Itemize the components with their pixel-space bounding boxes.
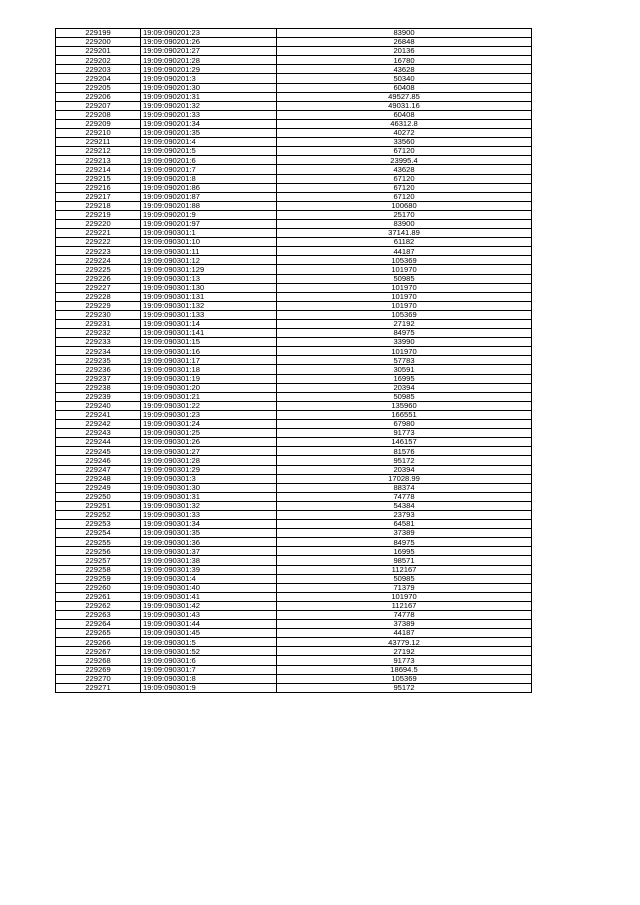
cadastral-number-cell: 19:09:090201:30 [141, 83, 277, 92]
cadastral-number-cell: 19:09:090301:37 [141, 547, 277, 556]
table-row [56, 601, 532, 610]
table-row [56, 429, 532, 438]
cadastral-number-cell: 19:09:090301:22 [141, 401, 277, 410]
table-row [56, 201, 532, 210]
table-row [56, 656, 532, 665]
value-cell: 25170 [277, 210, 532, 219]
value-cell: 18694.5 [277, 665, 532, 674]
cadastral-number-cell: 19:09:090201:33 [141, 110, 277, 119]
row-number-cell: 229230 [56, 310, 141, 319]
value-cell: 105369 [277, 256, 532, 265]
cadastral-number-cell: 19:09:090301:132 [141, 301, 277, 310]
table-row [56, 265, 532, 274]
cadastral-number-cell: 19:09:090301:1 [141, 229, 277, 238]
row-number-cell: 229231 [56, 320, 141, 329]
cadastral-number-cell: 19:09:090301:52 [141, 647, 277, 656]
value-cell: 33560 [277, 138, 532, 147]
table-row [56, 92, 532, 101]
cadastral-number-cell: 19:09:090301:11 [141, 247, 277, 256]
value-cell: 20394 [277, 383, 532, 392]
cadastral-number-cell: 19:09:090301:17 [141, 356, 277, 365]
table-row [56, 338, 532, 347]
cadastral-number-cell: 19:09:090201:26 [141, 38, 277, 47]
row-number-cell: 229259 [56, 574, 141, 583]
table-row [56, 492, 532, 501]
row-number-cell: 229226 [56, 274, 141, 283]
cadastral-number-cell: 19:09:090301:4 [141, 574, 277, 583]
cadastral-number-cell: 19:09:090301:13 [141, 274, 277, 283]
value-cell: 101970 [277, 347, 532, 356]
value-cell: 101970 [277, 292, 532, 301]
value-cell: 91773 [277, 429, 532, 438]
cadastral-number-cell: 19:09:090301:14 [141, 320, 277, 329]
table-row [56, 174, 532, 183]
table-row [56, 520, 532, 529]
row-number-cell: 229253 [56, 520, 141, 529]
row-number-cell: 229209 [56, 119, 141, 128]
row-number-cell: 229219 [56, 210, 141, 219]
cadastral-number-cell: 19:09:090201:86 [141, 183, 277, 192]
cadastral-number-cell: 19:09:090201:97 [141, 219, 277, 228]
value-cell: 95172 [277, 683, 532, 692]
table-row [56, 474, 532, 483]
row-number-cell: 229234 [56, 347, 141, 356]
table-row [56, 410, 532, 419]
table-row [56, 510, 532, 519]
row-number-cell: 229200 [56, 38, 141, 47]
row-number-cell: 229242 [56, 420, 141, 429]
table-row [56, 147, 532, 156]
row-number-cell: 229204 [56, 74, 141, 83]
table-row [56, 47, 532, 56]
row-number-cell: 229201 [56, 47, 141, 56]
value-cell: 26848 [277, 38, 532, 47]
cadastral-number-cell: 19:09:090301:43 [141, 611, 277, 620]
cadastral-number-cell: 19:09:090301:141 [141, 329, 277, 338]
cadastral-number-cell: 19:09:090301:6 [141, 656, 277, 665]
value-cell: 60408 [277, 83, 532, 92]
row-number-cell: 229240 [56, 401, 141, 410]
cadastral-number-cell: 19:09:090301:40 [141, 583, 277, 592]
value-cell: 43779.12 [277, 638, 532, 647]
row-number-cell: 229248 [56, 474, 141, 483]
value-cell: 71379 [277, 583, 532, 592]
cadastral-number-cell: 19:09:090301:35 [141, 529, 277, 538]
cadastral-number-cell: 19:09:090201:87 [141, 192, 277, 201]
cadastral-number-cell: 19:09:090301:18 [141, 365, 277, 374]
table-row [56, 65, 532, 74]
row-number-cell: 229218 [56, 201, 141, 210]
value-cell: 67120 [277, 174, 532, 183]
table-row [56, 629, 532, 638]
cadastral-number-cell: 19:09:090201:35 [141, 129, 277, 138]
table-row [56, 283, 532, 292]
cadastral-number-cell: 19:09:090301:15 [141, 338, 277, 347]
cadastral-number-cell: 19:09:090301:28 [141, 456, 277, 465]
row-number-cell: 229208 [56, 110, 141, 119]
cadastral-number-cell: 19:09:090301:44 [141, 620, 277, 629]
value-cell: 135960 [277, 401, 532, 410]
cadastral-number-cell: 19:09:090201:5 [141, 147, 277, 156]
table-row [56, 156, 532, 165]
table-row [56, 674, 532, 683]
value-cell: 50985 [277, 392, 532, 401]
cadastral-number-cell: 19:09:090301:24 [141, 420, 277, 429]
cadastral-number-cell: 19:09:090201:7 [141, 165, 277, 174]
row-number-cell: 229269 [56, 665, 141, 674]
table-row [56, 29, 532, 38]
value-cell: 50340 [277, 74, 532, 83]
cadastral-number-cell: 19:09:090301:21 [141, 392, 277, 401]
cadastral-number-cell: 19:09:090301:34 [141, 520, 277, 529]
row-number-cell: 229270 [56, 674, 141, 683]
value-cell: 74778 [277, 611, 532, 620]
table-row [56, 129, 532, 138]
table-row [56, 438, 532, 447]
table-row [56, 611, 532, 620]
cadastral-number-cell: 19:09:090301:27 [141, 447, 277, 456]
value-cell: 44187 [277, 247, 532, 256]
row-number-cell: 229247 [56, 465, 141, 474]
cadastral-value-table [55, 28, 532, 693]
cadastral-number-cell: 19:09:090201:9 [141, 210, 277, 219]
value-cell: 100680 [277, 201, 532, 210]
row-number-cell: 229214 [56, 165, 141, 174]
value-cell: 67120 [277, 192, 532, 201]
value-cell: 67980 [277, 420, 532, 429]
value-cell: 95172 [277, 456, 532, 465]
table-row [56, 538, 532, 547]
table-row [56, 401, 532, 410]
row-number-cell: 229271 [56, 683, 141, 692]
row-number-cell: 229254 [56, 529, 141, 538]
row-number-cell: 229211 [56, 138, 141, 147]
cadastral-number-cell: 19:09:090201:6 [141, 156, 277, 165]
cadastral-number-cell: 19:09:090301:9 [141, 683, 277, 692]
table-row [56, 238, 532, 247]
value-cell: 40272 [277, 129, 532, 138]
table-row [56, 683, 532, 692]
value-cell: 50985 [277, 274, 532, 283]
table-row [56, 274, 532, 283]
value-cell: 61182 [277, 238, 532, 247]
cadastral-number-cell: 19:09:090301:32 [141, 501, 277, 510]
value-cell: 84975 [277, 538, 532, 547]
table-row [56, 374, 532, 383]
row-number-cell: 229241 [56, 410, 141, 419]
row-number-cell: 229206 [56, 92, 141, 101]
row-number-cell: 229252 [56, 510, 141, 519]
value-cell: 88374 [277, 483, 532, 492]
row-number-cell: 229245 [56, 447, 141, 456]
row-number-cell: 229217 [56, 192, 141, 201]
table-row [56, 365, 532, 374]
row-number-cell: 229199 [56, 29, 141, 38]
table-row [56, 256, 532, 265]
cadastral-number-cell: 19:09:090301:30 [141, 483, 277, 492]
value-cell: 49527.85 [277, 92, 532, 101]
cadastral-number-cell: 19:09:090201:32 [141, 101, 277, 110]
cadastral-number-cell: 19:09:090301:131 [141, 292, 277, 301]
table-row [56, 247, 532, 256]
value-cell: 166551 [277, 410, 532, 419]
table-row [56, 347, 532, 356]
value-cell: 101970 [277, 265, 532, 274]
row-number-cell: 229233 [56, 338, 141, 347]
value-cell: 17028.99 [277, 474, 532, 483]
cadastral-number-cell: 19:09:090301:26 [141, 438, 277, 447]
cadastral-number-cell: 19:09:090301:33 [141, 510, 277, 519]
row-number-cell: 229265 [56, 629, 141, 638]
row-number-cell: 229249 [56, 483, 141, 492]
cadastral-number-cell: 19:09:090301:36 [141, 538, 277, 547]
table-row [56, 101, 532, 110]
value-cell: 81576 [277, 447, 532, 456]
cadastral-number-cell: 19:09:090301:38 [141, 556, 277, 565]
row-number-cell: 229267 [56, 647, 141, 656]
row-number-cell: 229237 [56, 374, 141, 383]
table-row [56, 420, 532, 429]
cadastral-number-cell: 19:09:090301:41 [141, 592, 277, 601]
row-number-cell: 229202 [56, 56, 141, 65]
table-row [56, 192, 532, 201]
row-number-cell: 229244 [56, 438, 141, 447]
value-cell: 91773 [277, 656, 532, 665]
row-number-cell: 229213 [56, 156, 141, 165]
value-cell: 67120 [277, 147, 532, 156]
table-body [56, 29, 532, 693]
value-cell: 23793 [277, 510, 532, 519]
cadastral-number-cell: 19:09:090301:45 [141, 629, 277, 638]
cadastral-number-cell: 19:09:090301:20 [141, 383, 277, 392]
cadastral-number-cell: 19:09:090201:8 [141, 174, 277, 183]
row-number-cell: 229266 [56, 638, 141, 647]
row-number-cell: 229228 [56, 292, 141, 301]
row-number-cell: 229236 [56, 365, 141, 374]
table-row [56, 138, 532, 147]
table-row [56, 229, 532, 238]
value-cell: 57783 [277, 356, 532, 365]
row-number-cell: 229215 [56, 174, 141, 183]
row-number-cell: 229263 [56, 611, 141, 620]
table-row [56, 574, 532, 583]
row-number-cell: 229264 [56, 620, 141, 629]
value-cell: 112167 [277, 601, 532, 610]
row-number-cell: 229223 [56, 247, 141, 256]
row-number-cell: 229232 [56, 329, 141, 338]
cadastral-number-cell: 19:09:090201:3 [141, 74, 277, 83]
cadastral-number-cell: 19:09:090301:3 [141, 474, 277, 483]
row-number-cell: 229260 [56, 583, 141, 592]
value-cell: 44187 [277, 629, 532, 638]
row-number-cell: 229262 [56, 601, 141, 610]
value-cell: 98571 [277, 556, 532, 565]
row-number-cell: 229257 [56, 556, 141, 565]
cadastral-number-cell: 19:09:090301:8 [141, 674, 277, 683]
table-row [56, 565, 532, 574]
table-row [56, 638, 532, 647]
value-cell: 50985 [277, 574, 532, 583]
value-cell: 105369 [277, 674, 532, 683]
value-cell: 105369 [277, 310, 532, 319]
value-cell: 43628 [277, 165, 532, 174]
row-number-cell: 229243 [56, 429, 141, 438]
value-cell: 16995 [277, 547, 532, 556]
value-cell: 23995.4 [277, 156, 532, 165]
value-cell: 83900 [277, 29, 532, 38]
value-cell: 146157 [277, 438, 532, 447]
table-row [56, 210, 532, 219]
value-cell: 83900 [277, 219, 532, 228]
row-number-cell: 229261 [56, 592, 141, 601]
table-row [56, 501, 532, 510]
value-cell: 84975 [277, 329, 532, 338]
row-number-cell: 229224 [56, 256, 141, 265]
cadastral-number-cell: 19:09:090301:5 [141, 638, 277, 647]
value-cell: 101970 [277, 592, 532, 601]
value-cell: 112167 [277, 565, 532, 574]
cadastral-number-cell: 19:09:090301:16 [141, 347, 277, 356]
row-number-cell: 229221 [56, 229, 141, 238]
table-row [56, 320, 532, 329]
table-row [56, 665, 532, 674]
row-number-cell: 229220 [56, 219, 141, 228]
table-row [56, 119, 532, 128]
table-row [56, 38, 532, 47]
row-number-cell: 229207 [56, 101, 141, 110]
row-number-cell: 229258 [56, 565, 141, 574]
value-cell: 30591 [277, 365, 532, 374]
row-number-cell: 229238 [56, 383, 141, 392]
table-row [56, 83, 532, 92]
row-number-cell: 229203 [56, 65, 141, 74]
value-cell: 20394 [277, 465, 532, 474]
cadastral-number-cell: 19:09:090301:42 [141, 601, 277, 610]
cadastral-number-cell: 19:09:090301:39 [141, 565, 277, 574]
cadastral-number-cell: 19:09:090201:4 [141, 138, 277, 147]
table-row [56, 310, 532, 319]
table-row [56, 219, 532, 228]
row-number-cell: 229250 [56, 492, 141, 501]
value-cell: 20136 [277, 47, 532, 56]
cadastral-number-cell: 19:09:090201:88 [141, 201, 277, 210]
cadastral-number-cell: 19:09:090301:12 [141, 256, 277, 265]
cadastral-number-cell: 19:09:090301:23 [141, 410, 277, 419]
value-cell: 74778 [277, 492, 532, 501]
table-row [56, 465, 532, 474]
cadastral-number-cell: 19:09:090301:31 [141, 492, 277, 501]
row-number-cell: 229227 [56, 283, 141, 292]
table-row [56, 301, 532, 310]
table-row [56, 592, 532, 601]
value-cell: 101970 [277, 301, 532, 310]
row-number-cell: 229225 [56, 265, 141, 274]
value-cell: 27192 [277, 320, 532, 329]
row-number-cell: 229268 [56, 656, 141, 665]
value-cell: 64581 [277, 520, 532, 529]
cadastral-number-cell: 19:09:090301:130 [141, 283, 277, 292]
value-cell: 101970 [277, 283, 532, 292]
table-row [56, 456, 532, 465]
row-number-cell: 229255 [56, 538, 141, 547]
row-number-cell: 229210 [56, 129, 141, 138]
table-row [56, 56, 532, 65]
cadastral-number-cell: 19:09:090301:7 [141, 665, 277, 674]
value-cell: 60408 [277, 110, 532, 119]
row-number-cell: 229229 [56, 301, 141, 310]
row-number-cell: 229212 [56, 147, 141, 156]
cadastral-number-cell: 19:09:090301:10 [141, 238, 277, 247]
value-cell: 37389 [277, 529, 532, 538]
table-row [56, 392, 532, 401]
table-row [56, 183, 532, 192]
value-cell: 16995 [277, 374, 532, 383]
cadastral-number-cell: 19:09:090301:19 [141, 374, 277, 383]
value-cell: 46312.8 [277, 119, 532, 128]
value-cell: 67120 [277, 183, 532, 192]
table-row [56, 447, 532, 456]
table-row [56, 356, 532, 365]
cadastral-number-cell: 19:09:090201:28 [141, 56, 277, 65]
row-number-cell: 229235 [56, 356, 141, 365]
cadastral-number-cell: 19:09:090301:25 [141, 429, 277, 438]
table-row [56, 110, 532, 119]
cadastral-number-cell: 19:09:090301:129 [141, 265, 277, 274]
cadastral-number-cell: 19:09:090201:29 [141, 65, 277, 74]
cadastral-number-cell: 19:09:090201:27 [141, 47, 277, 56]
table-row [56, 583, 532, 592]
row-number-cell: 229251 [56, 501, 141, 510]
table-row [56, 529, 532, 538]
value-cell: 37141.89 [277, 229, 532, 238]
row-number-cell: 229216 [56, 183, 141, 192]
row-number-cell: 229222 [56, 238, 141, 247]
cadastral-number-cell: 19:09:090201:31 [141, 92, 277, 101]
table-row [56, 329, 532, 338]
cadastral-number-cell: 19:09:090301:29 [141, 465, 277, 474]
table-row [56, 556, 532, 565]
value-cell: 43628 [277, 65, 532, 74]
table-row [56, 292, 532, 301]
table-row [56, 547, 532, 556]
table-row [56, 383, 532, 392]
table-row [56, 483, 532, 492]
table-row [56, 620, 532, 629]
row-number-cell: 229205 [56, 83, 141, 92]
row-number-cell: 229246 [56, 456, 141, 465]
value-cell: 33990 [277, 338, 532, 347]
cadastral-number-cell: 19:09:090301:133 [141, 310, 277, 319]
value-cell: 27192 [277, 647, 532, 656]
value-cell: 54384 [277, 501, 532, 510]
value-cell: 16780 [277, 56, 532, 65]
cadastral-number-cell: 19:09:090201:23 [141, 29, 277, 38]
row-number-cell: 229256 [56, 547, 141, 556]
table-row [56, 74, 532, 83]
cadastral-number-cell: 19:09:090201:34 [141, 119, 277, 128]
row-number-cell: 229239 [56, 392, 141, 401]
table-row [56, 647, 532, 656]
value-cell: 37389 [277, 620, 532, 629]
value-cell: 49031.16 [277, 101, 532, 110]
table-row [56, 165, 532, 174]
